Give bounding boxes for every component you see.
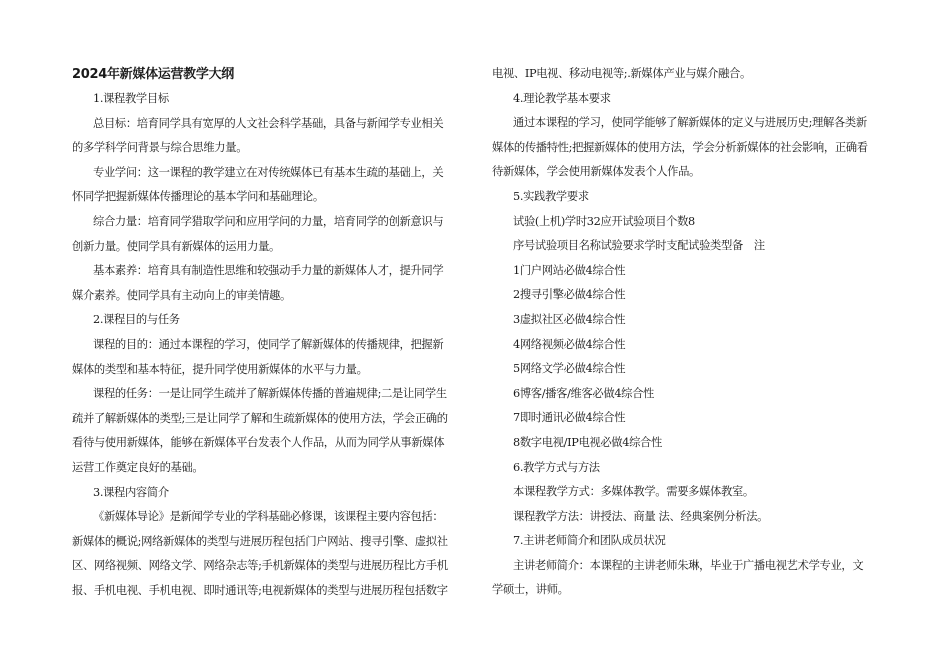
text-line: 基本素养：培育具有制造性思维和较强动手力量的新媒体人才，提升同学 [93,264,444,278]
text-line: 创新力量。使同学具有新媒体的运用力量。 [72,239,280,253]
text-line: 疏并了解新媒体的类型;三是让同学了解和生疏新媒体的使用方法，学会正确的 [72,411,448,425]
text-line: 课程的任务：一是让同学生疏并了解新媒体传播的普遍规律;二是让同学生 [93,387,447,401]
text-line: 6博客/播客/维客必做4综合性 [513,386,655,400]
text-line: 区、网络视频、网络文学、网络杂志等;手机新媒体的类型与进展历程比方手机 [72,559,448,573]
text-line: 媒体的类型和基本特征，提升同学使用新媒体的水平与力量。 [72,362,368,376]
left-text-block [72,87,462,603]
text-line: 7.主讲老师简介和团队成员状况 [513,534,666,548]
right-text-block [492,62,882,603]
text-line: 7即时通讯必做4综合性 [513,411,626,425]
text-line: 看待与使用新媒体，能够在新媒体平台发表个人作品，从而为同学从事新媒体 [72,436,445,450]
text-line: 学硕士，讲师。 [492,583,569,597]
text-line: 电视、IP电视、移动电视等;.新媒体产业与媒介融合。 [492,67,751,80]
text-line: 新媒体的概说;网络新媒体的类型与进展历程包括门户网站、搜寻引擎、虚拟社 [72,534,448,548]
text-line: 4网络视频必做4综合性 [513,337,626,351]
text-line: 3虚拟社区必做4综合性 [513,312,626,326]
text-line: 课程的目的：通过本课程的学习，使同学了解新媒体的传播规律，把握新 [93,337,444,351]
document-title: 2024年新媒体运营教学大纲 [72,67,234,82]
text-line: 《新媒体导论》是新闻学专业的学科基础必修课，该课程主要内容包括： [93,510,444,524]
text-line: 怀同学把握新媒体传播理论的基本学问和基础理论。 [72,190,324,204]
left-column [72,62,462,603]
text-line: 课程教学方法：讲授法、商量 法、经典案例分析法。 [513,509,769,523]
text-line: 8数字电视/IP电视必做4综合性 [513,435,662,449]
text-line: 通过本课程的学习，使同学能够了解新媒体的定义与进展历史;理解各类新 [513,116,867,130]
text-line: 2搜寻引擎必做4综合性 [513,288,626,302]
right-column [492,62,882,603]
text-line: 报、手机电视、手机电视、即时通讯等;电视新媒体的类型与进展历程包括数字 [72,583,448,597]
text-line: 5.实践教学要求 [513,189,589,203]
text-line: 4.理论教学基本要求 [513,91,611,105]
text-line: 1门户网站必做4综合性 [513,263,626,277]
text-line: 运营工作奠定良好的基础。 [72,460,204,474]
text-line: 本课程教学方式：多媒体教学。需要多媒体教室。 [513,485,754,499]
text-line: 6.教学方式与方法 [513,460,600,474]
text-line: 的多学科学问背景与综合思维力量。 [72,141,248,155]
text-line: 3.课程内容简介 [93,485,169,499]
text-line: 5网络文学必做4综合性 [513,362,626,376]
text-line: 专业学问：这一课程的教学建立在对传统媒体已有基本生疏的基础上，关 [93,165,444,179]
text-line: 序号试验项目名称试验要求学时支配试验类型备 注 [513,239,765,253]
text-line: 综合力量：培育同学猎取学问和应用学问的力量，培育同学的创新意识与 [93,214,444,228]
text-line: 试验(上机)学时32应开试验项目个数8 [513,214,695,228]
text-line: 总目标：培育同学具有宽厚的人文社会科学基础，具备与新闻学专业相关 [93,116,444,130]
text-line: 主讲老师简介：本课程的主讲老师朱琳，毕业于广播电视艺术学专业，文 [513,558,864,572]
text-line: 1.课程教学目标 [93,92,169,105]
text-line: 2.课程目的与任务 [93,313,180,327]
text-line: 媒介素养。使同学具有主动向上的审美情趣。 [72,288,291,302]
text-line: 待新媒体，学会使用新媒体发表个人作品。 [492,165,700,179]
text-line: 媒体的传播特性;把握新媒体的使用方法，学会分析新媒体的社会影响，正确看 [492,140,868,154]
